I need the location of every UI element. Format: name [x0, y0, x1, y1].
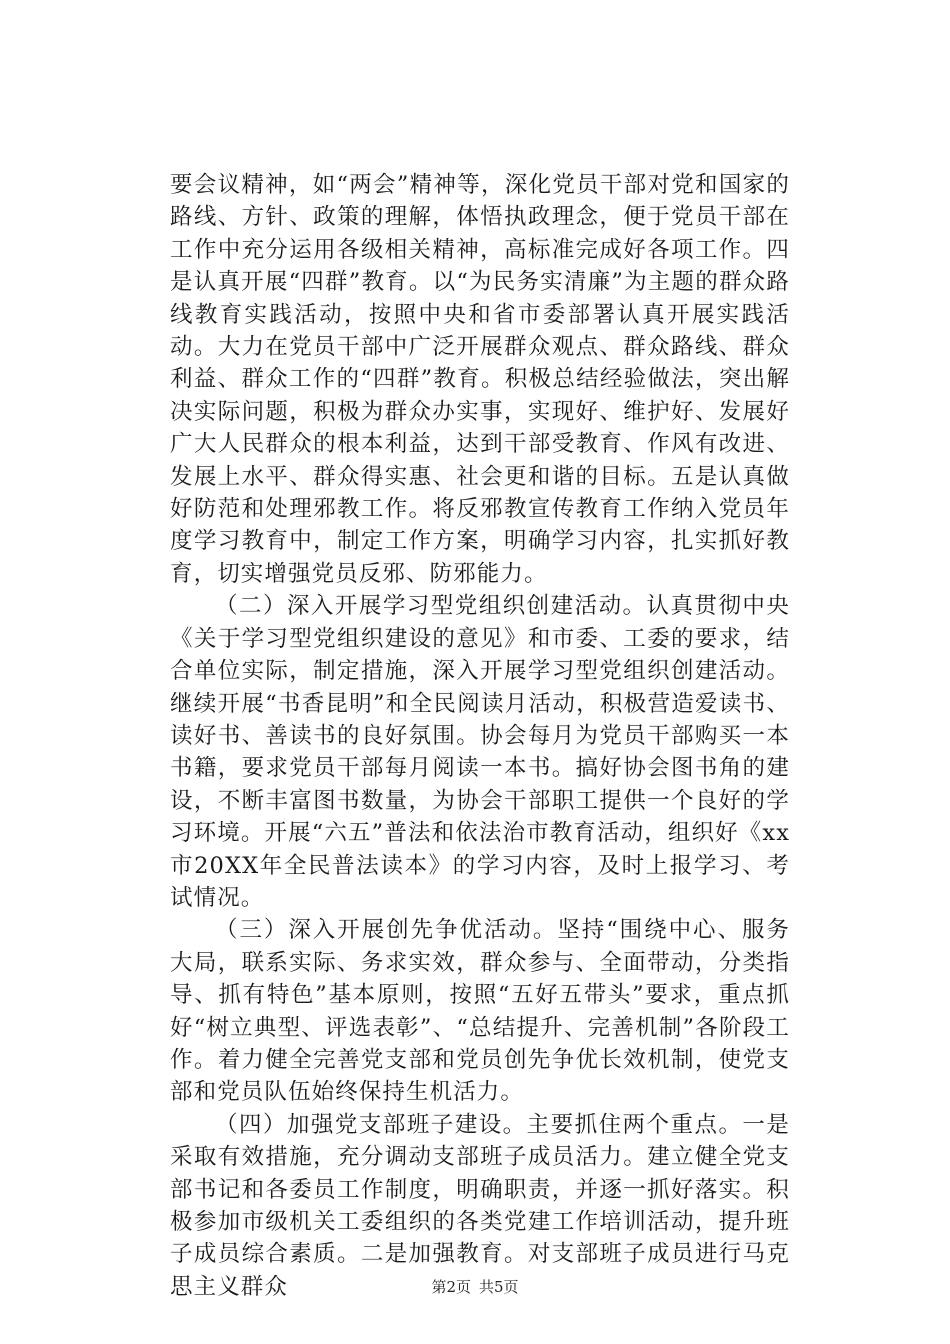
paragraph-section-2: （二）深入开展学习型党组织创建活动。认真贯彻中央《关于学习型党组织建设的意见》和市委、工委的要求，结合单位实际，制定措施，深入开展学习型党组织创建活动。继续开展“书香昆明”和全民阅读月活动，积极营造爱读书、读好书、善读书的良好氛围。协会每月为党员干部购买一本书籍，要求党员干部每月阅读一本书。搞好协会图书角的建设，不断丰富图书数量，为协会干部职工提供一个良好的学习环境。开展“六五”普法和依法治市教育活动，组织好《xx市20XX年全民普法读本》的学习内容，及时上报学习、考试情况。 — [170, 593, 790, 911]
paragraph-section-4: （四）加强党支部班子建设。主要抓住两个重点。一是采取有效措施，充分调动支部班子成员活力。建立健全党支部书记和各委员工作制度，明确职责，并逐一抓好落实。积极参加市级机关工委组织的各类党建工作培训活动，提升班子成员综合素质。二是加强教育。对支部班子成员进行马克思主义群众 — [170, 1111, 790, 1300]
paragraph-continuation: 要会议精神，如“两会”精神等，深化党员干部对党和国家的路线、方针、政策的理解，体悟执政理念，便于党员干部在工作中充分运用各级相关精神，高标准完成好各项工作。四是认真开展“四群”教育。以“为民务实清廉”为主题的群众路线教育实践活动，按照中央和省市委部署认真开展实践活动。大力在党员干部中广泛开展群众观点、群众路线、群众利益、群众工作的“四群”教育。积极总结经验做法，突出解决实际问题，积极为群众办实事，实现好、维护好、发展好广大人民群众的根本利益，达到干部受教育、作风有改进、发展上水平、群众得实惠、社会更和谐的目标。五是认真做好防范和处理邪教工作。将反邪教宣传教育工作纳入党员年度学习教育中，制定工作方案，明确学习内容，扎实抓好教育，切实增强党员反邪、防邪能力。 — [170, 172, 790, 587]
page-number: 第2页 — [431, 1278, 471, 1296]
page-footer — [0, 1277, 950, 1297]
paragraph-section-3: （三）深入开展创先争优活动。坚持“围绕中心、服务大局，联系实际、务求实效，群众参与、全面带动，分类指导、抓有特色”基本原则，按照“五好五带头”要求，重点抓好“树立典型、评选表彰”、“总结提升、完善机制”各阶段工作。着力健全完善党支部和党员创先争优长效机制，使党支部和党员队伍始终保持生机活力。 — [170, 917, 790, 1106]
page-total: 共5页 — [479, 1278, 519, 1296]
document-body — [170, 169, 790, 1303]
